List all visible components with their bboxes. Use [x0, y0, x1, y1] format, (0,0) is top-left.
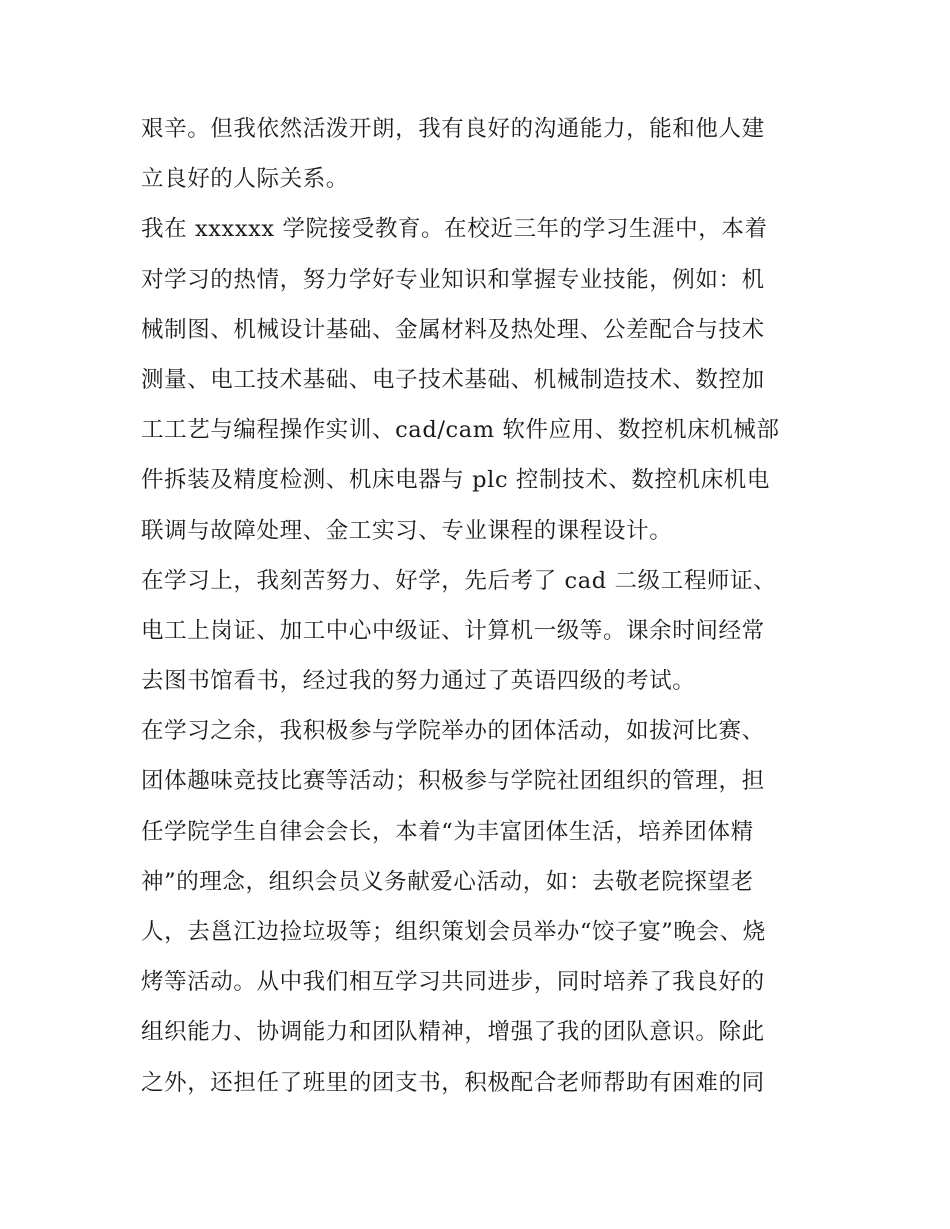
text-line: 在学习上，我刻苦努力、好学，先后考了 cad 二级工程师证、: [141, 567, 777, 594]
text-line: 联调与故障处理、金工实习、专业课程的课程设计。: [141, 517, 673, 544]
text-line: 任学院学生自律会会长，本着“为丰富团体生活，培养团体精: [141, 818, 754, 845]
text-line: 烤等活动。从中我们相互学习共同进步，同时培养了我良好的: [141, 969, 765, 996]
text-line: 神”的理念，组织会员义务献爱心活动，如：去敬老院探望老: [141, 868, 754, 895]
text-line: 之外，还担任了班里的团支书，积极配合老师帮助有困难的同: [141, 1069, 765, 1096]
text-line: 对学习的热情，努力学好专业知识和掌握专业技能，例如：机: [141, 266, 765, 293]
text-line: 去图书馆看书，经过我的努力通过了英语四级的考试。: [141, 668, 696, 695]
text-line: 械制图、机械设计基础、金属材料及热处理、公差配合与技术: [141, 316, 765, 343]
text-line: 人，去邕江边捡垃圾等；组织策划会员举办“饺子宴”晚会、烧: [141, 919, 766, 945]
text-line: 组织能力、协调能力和团队精神，增强了我的团队意识。除此: [141, 1019, 765, 1046]
text-line: 艰辛。但我依然活泼开朗，我有良好的沟通能力，能和他人建: [141, 116, 765, 142]
text-line: 工工艺与编程操作实训、cad/cam 软件应用、数控机床机械部: [141, 417, 780, 444]
body-text: [141, 104, 821, 1108]
text-line: 团体趣味竞技比赛等活动；积极参与学院社团组织的管理，担: [141, 768, 765, 795]
text-line: 电工上岗证、加工中心中级证、计算机一级等。课余时间经常: [141, 617, 765, 644]
text-line: 件拆装及精度检测、机床电器与 plc 控制技术、数控机床机电: [141, 467, 771, 494]
text-line: 在学习之余，我积极参与学院举办的团体活动，如拔河比赛、: [141, 718, 765, 745]
text-line: 测量、电工技术基础、电子技术基础、机械制造技术、数控加: [141, 366, 765, 393]
text-line: 我在 xxxxxx 学院接受教育。在校近三年的学习生涯中，本着: [141, 216, 768, 243]
text-line: 立良好的人际关系。: [141, 166, 349, 193]
